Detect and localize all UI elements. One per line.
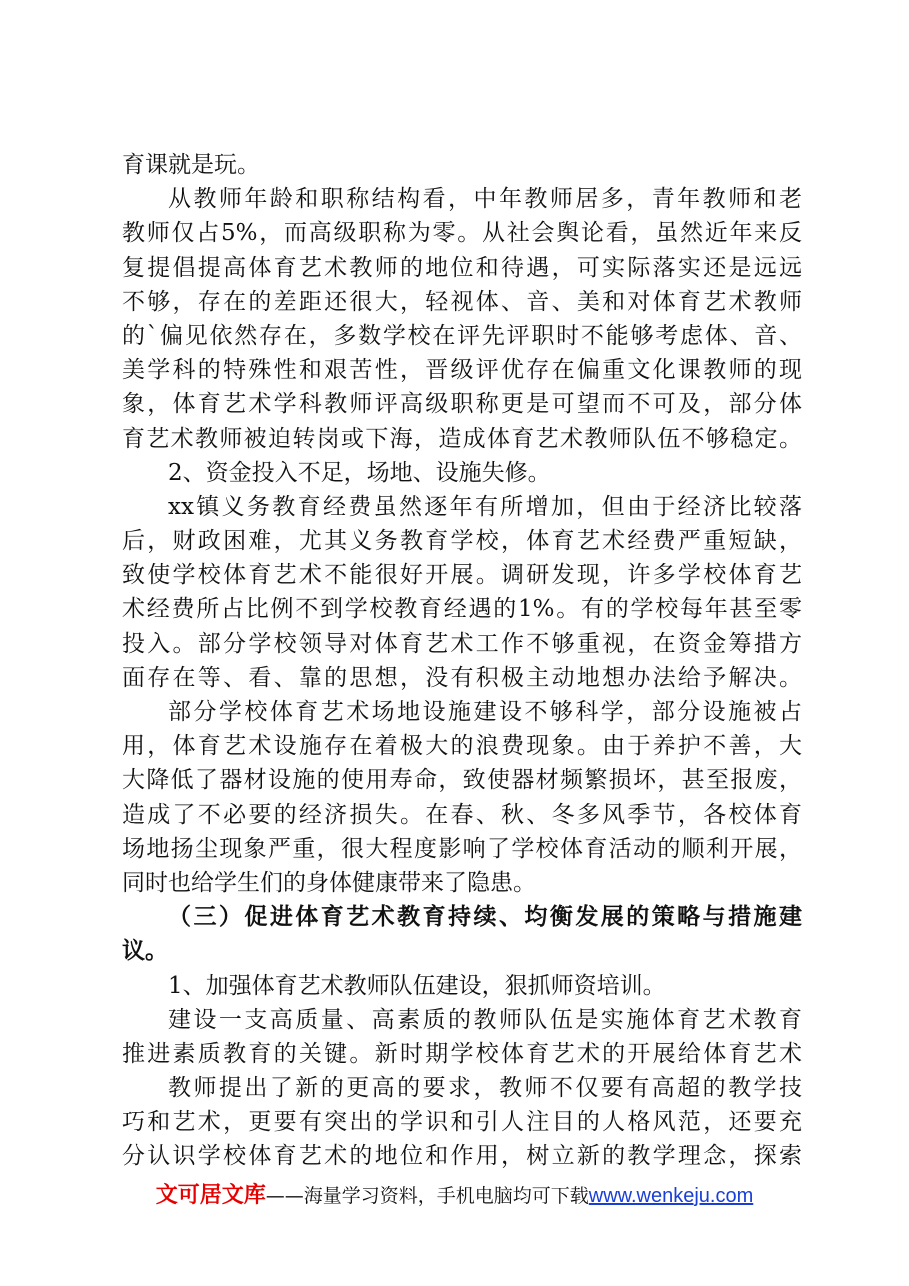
- text-line: 场地扬尘现象严重，很大程度影响了学校体育活动的顺利开展，: [122, 835, 802, 862]
- text-line: 分认识学校体育艺术的地位和作用，树立新的教学理念，探索: [122, 1143, 802, 1170]
- text-line: 大降低了器材设施的使用寿命，致使器材频繁损坏，甚至报废，: [122, 767, 802, 794]
- text-line: 不够，存在的差距还很大，轻视体、音、美和对体育艺术教师: [122, 288, 802, 315]
- section-heading: （三）促进体育艺术教育持续、均衡发展的策略与措施建: [168, 903, 802, 931]
- text-line: 用，体育艺术设施存在着极大的浪费现象。由于养护不善，大: [122, 733, 802, 760]
- text-line: 育课就是玩。: [122, 152, 260, 178]
- footer-slogan: ——海量学习资料，手机电脑均可下载: [265, 1185, 589, 1207]
- text-line: 复提倡提高体育艺术教师的地位和待遇，可实际落实还是远远: [122, 254, 802, 281]
- text-line: xx镇义务教育经费虽然逐年有所增加，但由于经济比较落: [168, 493, 802, 520]
- section-heading-cont: 议。: [122, 937, 168, 965]
- text-line: 术经费所占比例不到学校教育经遇的1%。有的学校每年甚至零: [122, 596, 802, 623]
- text-line: 推进素质教育的关键。新时期学校体育艺术的开展给体育艺术: [122, 1040, 802, 1067]
- section-subheading: 1、加强体育艺术教师队伍建设，狠抓师资培训。: [168, 972, 666, 999]
- text-line: 造成了不必要的经济损失。在春、秋、冬多风季节，各校体育: [122, 801, 802, 828]
- text-line: 教师提出了新的更高的要求，教师不仅要有高超的教学技: [168, 1075, 802, 1102]
- footer-brand: 文可居文库: [155, 1183, 266, 1208]
- footer-banner: [0, 1182, 909, 1210]
- body-text: [122, 148, 802, 1174]
- text-line: 美学科的特殊性和艰苦性，晋级评优存在偏重文化课教师的现: [122, 357, 802, 384]
- text-line: 巧和艺术，更要有突出的学识和引人注目的人格风范，还要充: [122, 1109, 802, 1136]
- text-line: 面存在等、看、靠的思想，没有积极主动地想办法给予解决。: [122, 664, 802, 691]
- section-subheading: 2、资金投入不足，场地、设施失修。: [168, 459, 551, 486]
- text-line: 同时也给学生们的身体健康带来了隐患。: [122, 869, 536, 896]
- text-line: 建设一支高质量、高素质的教师队伍是实施体育艺术教育: [168, 1006, 802, 1033]
- text-line: 从教师年龄和职称结构看，中年教师居多，青年教师和老: [168, 186, 802, 213]
- text-line: 教师仅占5%，而高级职称为零。从社会舆论看，虽然近年来反: [122, 220, 802, 247]
- text-line: 象，体育艺术学科教师评高级职称更是可望而不可及，部分体: [122, 391, 802, 418]
- text-line: 育艺术教师被迫转岗或下海，造成体育艺术教师队伍不够稳定。: [122, 425, 802, 452]
- footer-site-link[interactable]: www.wenkeju.com: [588, 1185, 754, 1207]
- text-line: 后，财政困难，尤其义务教育学校，体育艺术经费严重短缺，: [122, 528, 802, 555]
- text-line: 致使学校体育艺术不能很好开展。调研发现，许多学校体育艺: [122, 562, 802, 589]
- text-line: 投入。部分学校领导对体育艺术工作不够重视，在资金筹措方: [122, 630, 802, 657]
- text-line: 部分学校体育艺术场地设施建设不够科学，部分设施被占: [168, 699, 802, 725]
- text-line: 的`偏见依然存在，多数学校在评先评职时不能够考虑体、音、: [122, 322, 802, 349]
